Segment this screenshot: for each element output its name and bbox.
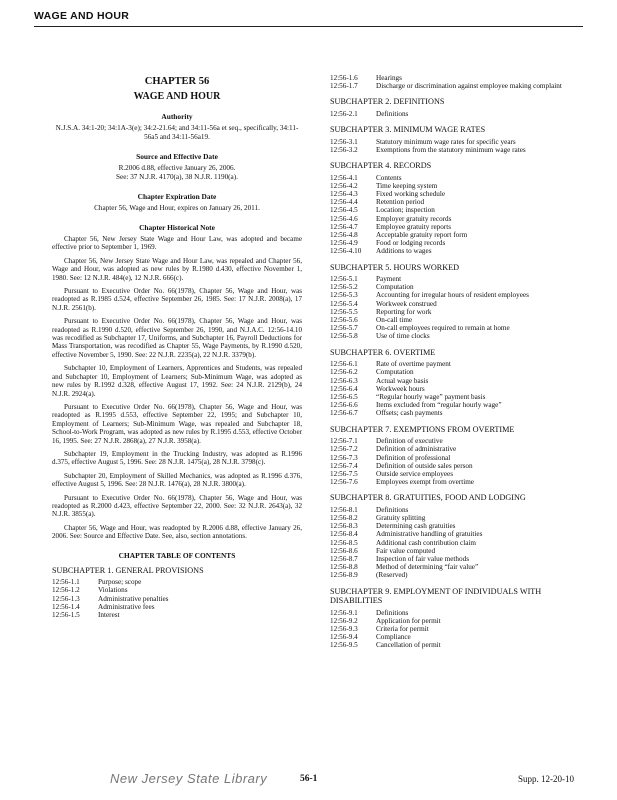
section-title: Application for permit [376,616,441,625]
source-text-2: See: 37 N.J.R. 4170(a), 38 N.J.R. 1190(a). [116,173,238,181]
toc-row [330,454,588,462]
subchapter-8 [330,493,588,579]
section-title: Exemptions from the statutory minimum wage rates [376,145,526,154]
section-number: 12:56-1.3 [52,594,80,603]
section-number: 12:56-3.1 [330,137,358,146]
toc-row [330,522,588,530]
toc-row [330,368,588,376]
section-number: 12:56-4.4 [330,198,358,207]
section-title: (Reserved) [376,571,408,580]
section-number: 12:56-6.4 [330,384,358,393]
toc-row [330,530,588,538]
toc-row [330,316,588,324]
subchapter-9 [330,587,588,650]
section-title: Outside service employees [376,469,454,478]
section-title: Administrative penalties [98,594,169,603]
toc-row [330,138,588,146]
subchapter-1 [52,566,302,620]
section-title: On-call time [376,316,413,325]
section-number: 12:56-8.8 [330,563,358,572]
toc-row [330,110,588,118]
section-title: Food or lodging records [376,239,446,248]
section-number: 12:56-9.1 [330,608,358,617]
section-title: Method of determining “fair value” [376,563,479,572]
section-number: 12:56-8.9 [330,571,358,580]
section-title: On-call employees required to remain at home [376,324,510,333]
toc-row [330,478,588,486]
toc-row [330,182,588,190]
page-number: 56-1 [300,774,318,784]
section-title: Offsets; cash payments [376,409,443,418]
section-title: Violations [98,586,128,595]
section-number: 12:56-6.1 [330,360,358,369]
toc-row [330,385,588,393]
toc-row [52,578,302,586]
toc-row [330,74,588,82]
section-number: 12:56-1.1 [52,578,80,587]
section-number: 12:56-5.6 [330,316,358,325]
section-number: 12:56-5.3 [330,291,358,300]
library-watermark: New Jersey State Library [110,771,268,786]
chapter-number: CHAPTER 56 [144,76,210,87]
toc-row [330,198,588,206]
section-number: 12:56-1.6 [330,74,358,82]
section-number: 12:56-2.1 [330,109,358,118]
section-number: 12:56-6.6 [330,401,358,410]
right-column [330,74,588,657]
toc-row [330,146,588,154]
section-number: 12:56-6.7 [330,409,358,418]
section-number: 12:56-5.5 [330,307,358,316]
subchapter-title: SUBCHAPTER 4. RECORDS [330,161,432,171]
toc-row [330,223,588,231]
section-title: Fair value computed [376,546,436,555]
toc-row [52,603,302,611]
subchapter-2 [330,97,588,118]
header-rule [34,26,583,27]
toc-row [330,275,588,283]
section-title: Retention period [376,198,425,207]
section-title: Cancellation of permit [376,641,441,650]
section-title: Additions to wages [376,247,432,256]
section-title: Use of time clocks [376,332,430,341]
toc-row [330,514,588,522]
toc-row [52,586,302,594]
toc-row [330,617,588,625]
toc-row [330,641,588,649]
history-paragraph: Subchapter 20, Employment of Skilled Mechanics, was adopted as R.1996 d.376, effective August 5, 1996. See: 28 N.J.R. 1476(a), 28 N.J.R. 3800(a). [52,471,302,489]
section-title: Rate of overtime payment [376,360,451,369]
toc-row [330,332,588,340]
section-number: 12:56-5.8 [330,332,358,341]
section-number: 12:56-4.2 [330,181,358,190]
section-number: 12:56-8.7 [330,555,358,564]
toc-row [330,470,588,478]
left-column [52,72,302,626]
subchapter-7 [330,425,588,487]
section-number: 12:56-6.2 [330,368,358,377]
toc-row [330,239,588,247]
toc-row [330,308,588,316]
toc-row [330,445,588,453]
section-number: 12:56-1.5 [52,610,80,619]
section-title: Determining cash gratuities [376,522,456,531]
subchapter-5 [330,263,588,341]
toc-row [330,462,588,470]
section-number: 12:56-8.5 [330,538,358,547]
subchapter-3 [330,125,588,154]
toc-row [330,547,588,555]
section-title: Definitions [376,608,409,617]
section-title: Compliance [376,633,411,642]
section-number: 12:56-7.4 [330,461,358,470]
section-title: Fixed working schedule [376,189,446,198]
section-title: Gratuity splitting [376,514,426,523]
toc-row [330,633,588,641]
toc-row [330,563,588,571]
toc-row [330,206,588,214]
history-paragraph: Chapter 56, Wage and Hour, was readopted by R.2006 d.88, effective January 26, 2006. See: Source and Effective Date. See, also, section annotations. [52,523,302,541]
section-number: 12:56-4.8 [330,230,358,239]
section-number: 12:56-7.5 [330,469,358,478]
section-number: 12:56-8.3 [330,522,358,531]
section-number: 12:56-4.6 [330,214,358,223]
toc-row [330,215,588,223]
toc-row [330,539,588,547]
section-title: Acceptable gratuity report form [376,230,468,239]
supplement-date: Supp. 12-20-10 [518,774,574,784]
toc-row [330,360,588,368]
section-title: “Regular hourly wage” payment basis [376,392,486,401]
toc-row [330,409,588,417]
source-heading: Source and Effective Date [136,152,218,161]
toc-row [330,377,588,385]
section-number: 12:56-9.5 [330,641,358,650]
section-title: Location; inspection [376,206,435,215]
section-title: Items excluded from “regular hourly wage” [376,401,502,410]
section-title: Statutory minimum wage rates for specific years [376,137,516,146]
subchapter-4 [330,161,588,256]
toc-row [330,231,588,239]
history-paragraph: Chapter 56, New Jersey State Wage and Hour Law, was repealed and Chapter 56, Wage and Hour, was adopted as new rules by R.1980 d.430, effective November 1, 1980. See: 12 N.J.R. 484(e), 12 N.J.R. 666(c). [52,256,302,282]
section-title: Definition of professional [376,453,451,462]
section-title: Reporting for work [376,307,432,316]
section-title: Actual wage basis [376,376,429,385]
history-paragraph: Chapter 56, New Jersey State Wage and Hour Law, was adopted and became effective prior to September 1, 1969. [52,235,302,252]
section-title: Payment [376,275,402,284]
toc-row [330,174,588,182]
running-header: WAGE AND HOUR [34,10,130,22]
toc-row [330,82,588,90]
history-heading: Chapter Historical Note [139,223,215,232]
subchapter-title: SUBCHAPTER 6. OVERTIME [330,347,436,357]
subchapter-title: SUBCHAPTER 8. GRATUITIES, FOOD AND LODGING [330,493,526,503]
chapter-name: WAGE AND HOUR [133,91,221,102]
section-title: Inspection of fair value methods [376,555,470,564]
section-number: 12:56-4.5 [330,206,358,215]
toc-row [52,595,302,603]
section-number: 12:56-6.5 [330,392,358,401]
toc-row [330,291,588,299]
section-number: 12:56-1.2 [52,586,80,595]
section-number: 12:56-7.2 [330,445,358,454]
subchapter-title: SUBCHAPTER 5. HOURS WORKED [330,262,460,272]
toc-row [330,609,588,617]
toc-row [330,506,588,514]
toc-row [52,611,302,619]
history-paragraph: Pursuant to Executive Order No. 66(1978), Chapter 56, Wage and Hour, was readopted as R.1995 d.553, effective September 22, 1995; and Subchapter 10, Employment of Learners; Sub-Minimum Wage, was repealed and Subchapter 18, School-to-Work Program, was adopted as new rules by R.1995 d.553, effective October 16, 1995. See: 27 N.J.R. 2868(a), 27 N.J.R. 3958(a). [52,402,302,445]
authority-heading: Authority [161,112,193,121]
toc-row [330,437,588,445]
section-title: Contents [376,173,402,182]
toc-row [330,393,588,401]
section-number: 12:56-1.7 [330,82,358,91]
section-number: 12:56-9.4 [330,633,358,642]
section-title: Time keeping system [376,181,438,190]
subchapter-title: SUBCHAPTER 3. MINIMUM WAGE RATES [330,125,486,135]
toc-row [330,625,588,633]
source-text-1: R.2006 d.88, effective January 26, 2006. [118,164,236,172]
section-title: Employees exempt from overtime [376,478,474,487]
history-paragraph: Subchapter 19, Employment in the Trucking Industry, was adopted as R.1996 d.375, effective August 5, 1996. See: 28 N.J.R. 1475(a), 28 N.J.R. 3798(c). [52,449,302,467]
section-number: 12:56-9.2 [330,616,358,625]
section-number: 12:56-4.3 [330,189,358,198]
section-number: 12:56-6.3 [330,376,358,385]
section-number: 12:56-7.6 [330,478,358,487]
toc-row [330,571,588,579]
section-number: 12:56-5.7 [330,324,358,333]
subchapter-title: SUBCHAPTER 1. GENERAL PROVISIONS [52,565,204,575]
section-number: 12:56-4.1 [330,173,358,182]
section-number: 12:56-8.1 [330,505,358,514]
section-number: 12:56-5.2 [330,283,358,292]
section-number: 12:56-4.10 [330,247,362,256]
section-title: Criteria for permit [376,625,429,634]
section-title: Additional cash contribution claim [376,538,477,547]
section-title: Definition of administrative [376,445,457,454]
section-title: Accounting for irregular hours of resident employees [376,291,529,300]
section-title: Interest [98,610,120,619]
section-number: 12:56-7.3 [330,453,358,462]
section-title: Definition of executive [376,437,443,446]
section-number: 12:56-9.3 [330,625,358,634]
section-number: 12:56-8.4 [330,530,358,539]
toc-heading: CHAPTER TABLE OF CONTENTS [118,550,236,560]
subchapter-1-continued [330,74,588,90]
authority-text: N.J.S.A. 34:1-20; 34:1A-3(e); 34:2-21.64; and 34:11-56a et seq., specifically, 34:11-56a5 and 34:11-56a19. [55,124,299,141]
section-title: Administrative fees [98,602,155,611]
toc-row [330,190,588,198]
history-paragraph: Pursuant to Executive Order No. 66(1978), Chapter 56, Wage and Hour, was readopted as R.1990 d.520, effective September 26, 1990, and N.J.A.C. 12:56-14.10 was recodified as Subchapter 17, Uniforms, and Subchapter 16, Payroll Deductions for Mass Transportation, was recodified as Chapter 55, Wage Payments, by R.1990 d.520, effective November 5, 1990. See: 22 N.J.R. 2235(a), 22 N.J.R. 3379(b). [52,317,302,359]
section-title: Employee gratuity reports [376,222,452,231]
section-title: Hearings [376,74,402,82]
section-number: 12:56-8.2 [330,514,358,523]
section-title: Workweek hours [376,384,425,393]
section-title: Computation [376,368,414,377]
history-paragraph: Pursuant to Executive Order No. 66(1978), Chapter 56, Wage and Hour, was readopted as R.2000 d.423, effective September 22, 2000. See: 32 N.J.R. 2643(a), 32 N.J.R. 3855(a). [52,493,302,519]
subchapter-title: SUBCHAPTER 9. EMPLOYMENT OF INDIVIDUALS WITH DISABILITIES [330,586,542,606]
toc-row [330,401,588,409]
expiration-text: Chapter 56, Wage and Hour, expires on January 26, 2011. [94,204,260,212]
section-title: Workweek construed [376,299,437,308]
section-title: Computation [376,283,414,292]
section-number: 12:56-3.2 [330,145,358,154]
toc-row [330,300,588,308]
section-title: Definitions [376,505,409,514]
section-number: 12:56-8.6 [330,546,358,555]
history-paragraph: Pursuant to Executive Order No. 66(1978), Chapter 56, Wage and Hour, was readopted as R.1985 d.524, effective September 26, 1985. See: 17 N.J.R. 2008(a), 17 N.J.R. 2561(b). [52,287,302,312]
toc-row [330,247,588,255]
subchapter-6 [330,348,588,418]
section-title: Purpose; scope [98,578,142,587]
history-paragraph: Subchapter 10, Employment of Learners, Apprentices and Students, was repealed and Subchapter 10, Employment of Learners; Sub-Minimum Wage, was adopted as new rules by R.1992 d.328, effective August 17, 1992. See: 24 N.J.R. 2129(b), 24 N.J.R. 2924(a). [52,364,302,398]
section-title: Definition of outside sales person [376,461,473,470]
section-number: 12:56-1.4 [52,602,80,611]
subchapter-title: SUBCHAPTER 7. EXEMPTIONS FROM OVERTIME [330,424,515,434]
section-number: 12:56-5.4 [330,299,358,308]
toc-row [330,283,588,291]
toc-row [330,324,588,332]
section-number: 12:56-7.1 [330,437,358,446]
expiration-heading: Chapter Expiration Date [137,192,217,201]
section-number: 12:56-4.7 [330,222,358,231]
subchapter-title: SUBCHAPTER 2. DEFINITIONS [330,97,445,107]
section-title: Discharge or discrimination against employee making complaint [376,82,562,91]
section-title: Administrative handling of gratuities [376,530,483,539]
section-title: Employer gratuity records [376,214,452,223]
toc-row [330,555,588,563]
section-title: Definitions [376,109,409,118]
section-number: 12:56-5.1 [330,275,358,284]
section-number: 12:56-4.9 [330,239,358,248]
